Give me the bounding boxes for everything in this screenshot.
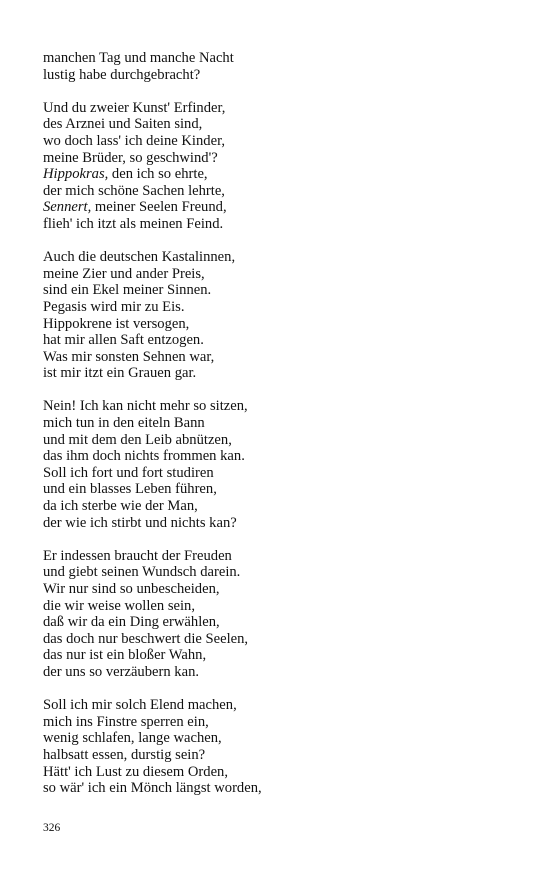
verse-line xyxy=(43,398,513,415)
verse-segment: Auch die deutschen Kastalinnen, xyxy=(43,249,236,266)
verse-line xyxy=(43,481,513,498)
stanza xyxy=(43,398,513,531)
stanza xyxy=(43,697,513,797)
stanza xyxy=(43,249,513,382)
verse-segment: halbsatt essen, durstig sein? xyxy=(43,746,206,763)
verse-line xyxy=(43,249,513,266)
verse-segment: flieh' ich itzt als meinen Feind. xyxy=(43,215,224,232)
verse-segment: mich tun in den eiteln Bann xyxy=(43,415,205,432)
verse-line xyxy=(43,67,513,84)
verse-line xyxy=(43,216,513,233)
verse-segment: Hippokrene ist versogen, xyxy=(43,315,190,332)
verse-segment: wo doch lass' ich deine Kinder, xyxy=(43,132,225,149)
verse-line xyxy=(43,432,513,449)
verse-segment: der mich schöne Sachen lehrte, xyxy=(43,182,225,199)
verse-segment: da ich sterbe wie der Man, xyxy=(43,498,198,515)
verse-segment: die wir weise wollen sein, xyxy=(43,597,195,614)
verse-segment: hat mir allen Saft entzogen. xyxy=(43,332,204,349)
verse-segment: das ihm doch nichts frommen kan. xyxy=(43,448,245,465)
verse-segment: sind ein Ekel meiner Sinnen. xyxy=(43,282,212,299)
verse-line xyxy=(43,199,513,216)
verse-segment: Soll ich mir solch Elend machen, xyxy=(43,697,237,714)
verse-line xyxy=(43,647,513,664)
verse-line xyxy=(43,415,513,432)
stanza xyxy=(43,100,513,233)
stanza xyxy=(43,548,513,681)
verse-line xyxy=(43,349,513,366)
verse-line xyxy=(43,747,513,764)
verse-line xyxy=(43,614,513,631)
verse-segment: das nur ist ein bloßer Wahn, xyxy=(43,647,207,664)
verse-line xyxy=(43,498,513,515)
verse-segment: ist mir itzt ein Grauen gar. xyxy=(43,365,197,382)
verse-line xyxy=(43,100,513,117)
verse-segment: Hätt' ich Lust zu diesem Orden, xyxy=(43,763,229,780)
verse-segment: den ich so ehrte, xyxy=(108,166,208,183)
verse-segment: Pegasis wird mir zu Eis. xyxy=(43,298,185,315)
verse-segment: Was mir sonsten Sehnen war, xyxy=(43,348,215,365)
verse-line xyxy=(43,598,513,615)
verse-segment: Und du zweier Kunst' Erfinder, xyxy=(43,99,226,116)
verse-line xyxy=(43,714,513,731)
verse-line xyxy=(43,631,513,648)
verse-line xyxy=(43,664,513,681)
poem-text xyxy=(43,50,513,797)
verse-segment: Wir nur sind so unbescheiden, xyxy=(43,581,220,597)
verse-line xyxy=(43,332,513,349)
verse-segment: lustig habe durchgebracht? xyxy=(43,66,201,83)
verse-line xyxy=(43,133,513,150)
verse-line xyxy=(43,282,513,299)
verse-line xyxy=(43,116,513,133)
verse-line xyxy=(43,150,513,167)
verse-segment: das doch nur beschwert die Seelen, xyxy=(43,630,249,647)
page-number: 326 xyxy=(43,822,61,834)
verse-line xyxy=(43,183,513,200)
verse-segment: mich ins Finstre sperren ein, xyxy=(43,713,209,730)
verse-line xyxy=(43,697,513,714)
verse-line xyxy=(43,548,513,565)
verse-line xyxy=(43,730,513,747)
verse-line xyxy=(43,465,513,482)
verse-segment: Nein! Ich kan nicht mehr so sitzen, xyxy=(43,398,248,415)
verse-segment: meine Zier und ander Preis, xyxy=(43,265,205,282)
verse-line xyxy=(43,50,513,67)
verse-italic-segment: Hippokras, xyxy=(43,166,109,183)
verse-segment: Er indessen braucht der Freuden xyxy=(43,547,232,564)
verse-segment: Soll ich fort und fort studiren xyxy=(43,464,214,481)
verse-line xyxy=(43,515,513,532)
verse-line xyxy=(43,448,513,465)
verse-segment: meine Brüder, so geschwind'? xyxy=(43,149,218,166)
verse-line xyxy=(43,299,513,316)
verse-line xyxy=(43,780,513,797)
verse-segment: des Arznei und Saiten sind, xyxy=(43,116,203,133)
verse-line xyxy=(43,764,513,781)
verse-segment: meiner Seelen Freund, xyxy=(91,199,227,216)
verse-segment: der wie ich stirbt und nichts kan? xyxy=(43,514,237,531)
verse-line xyxy=(43,266,513,283)
verse-segment: daß wir da ein Ding erwählen, xyxy=(43,614,220,631)
poem-page xyxy=(43,50,513,813)
verse-segment: und ein blasses Leben führen, xyxy=(43,481,217,498)
verse-segment: so wär' ich ein Mönch längst worden, xyxy=(43,780,262,797)
stanza xyxy=(43,50,513,83)
verse-segment: wenig schlafen, lange wachen, xyxy=(43,730,222,747)
verse-line xyxy=(43,365,513,382)
verse-line xyxy=(43,166,513,183)
verse-line xyxy=(43,581,513,598)
verse-segment: der uns so verzäubern kan. xyxy=(43,663,200,680)
verse-line xyxy=(43,316,513,333)
verse-italic-segment: Sennert, xyxy=(43,199,92,216)
verse-segment: und giebt seinen Wundsch darein. xyxy=(43,564,241,581)
verse-segment: und mit dem den Leib abnützen, xyxy=(43,431,232,448)
verse-segment: manchen Tag und manche Nacht xyxy=(43,50,234,66)
verse-line xyxy=(43,564,513,581)
